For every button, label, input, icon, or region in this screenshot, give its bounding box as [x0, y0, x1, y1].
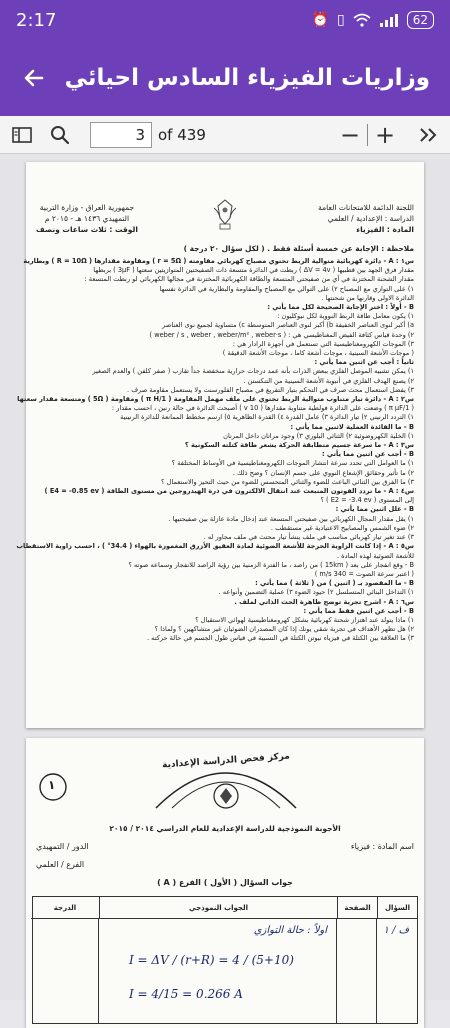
question-heading: B - أولاً : اختر الإجابة الصحيحة لكل مما يأتي : — [267, 303, 414, 312]
question-line: ١) يكون معامل طاقة الربط النووية لكل نيوكليون : — [277, 312, 414, 321]
pdf-page — [26, 738, 424, 1028]
header-right — [318, 202, 414, 235]
question-line: ٣) ما العلاقة بين الكتلة في فيزياء نيوتن الكتلة في النسبية في قياس طول الجسم في حالة حركته . — [146, 634, 414, 643]
handwritten-note: اولاً : حالة التوازي — [253, 925, 327, 936]
question-line: ٢) يصنع الهدف الفلزي في أنبوبة الأشعة السينية من التنكستن . — [243, 376, 414, 385]
answer-table — [32, 896, 418, 1024]
question-heading: B - ما المقصود بـ ( اثنين ) من ( ثلاثة ) مما يأتي : — [255, 579, 414, 588]
question-line: ١) ماذا يتولد عند اهتزاز شحنة كهربائية بشكل كهرومغناطيسية لهوائي الاستقبال ؟ — [195, 615, 414, 624]
header-line: جمهورية العراق - وزارة التربية — [39, 203, 135, 212]
question-line: ( موجات الأشعة السينية ، موجات أشعة كاما ، موجات الأشعة الدقيقة ) — [222, 349, 414, 358]
double-chevron-right-icon — [418, 127, 438, 143]
question-line: ١) الخلية الكهروضوئية ٢) الثنائي البلوري ٣) وجود مراتان داخل المرنان — [223, 431, 414, 440]
wifi-icon — [353, 13, 371, 27]
header-left — [36, 202, 138, 235]
question-line: ٣) عند تغير تيار كهربائي مناسب في ملف ينشأ تيار محتث في ملف مجاور له . — [203, 533, 414, 542]
question-line: ١) يمكن تشبيه الموصل الفلزي ببعض الذرات بأنه عمد درجات حرارية منخفضة جداً تقارب ( صفر كلفن ) والعدم الصغير — [92, 367, 414, 376]
subject-name: اسم المادة : فيزياء — [350, 842, 414, 851]
table-divider — [98, 919, 99, 1023]
col-page: الصفحة — [337, 897, 377, 919]
header-line: الوقت : ثلاث ساعات ونصف — [36, 225, 138, 234]
arrow-left-icon — [22, 66, 46, 90]
handwritten-question: ف / ١ — [383, 925, 409, 936]
zoom-in-button[interactable]: + — [374, 120, 396, 149]
question-heading: س٥ : A - إذا كانت الزاوية الحرجة للأشعة الضوئية لمادة العقيق الأزرق المغمورة بالهواء ( 34.4° ) ، احسب زاوية الاستقطاب — [16, 542, 414, 551]
col-grade: الدرجة — [31, 897, 99, 919]
zoom-divider — [367, 124, 368, 146]
battery-indicator: 62 — [407, 11, 434, 29]
question-line: ٣) ما الفرق بين الثنائي الباعث للضوء والثنائي المتحسس للضوء من حيث التحيز والاستعمال ؟ — [161, 477, 414, 486]
answer-sheet-row — [36, 860, 414, 869]
alarm-icon: ⏰ — [311, 12, 329, 28]
question-line: ٣) يفضل استعمال محث صرف في التحكم بتيار التفريغ في مصباح الفلورسنت ولا يستعمل مقاومة صرف . — [127, 385, 414, 394]
question-line: إلى المستوى ( E2 = -3.4 ev ) ؟ — [320, 496, 414, 505]
search-icon — [50, 125, 70, 145]
question-heading: B - علل اثنين مما يأتي : — [335, 505, 414, 514]
question-line: a) أكبر لنوى العناصر الخفيفة b) أكبر لنوى العناصر المتوسطة c) متساوية لجميع نوى العناصر — [162, 321, 414, 330]
question-line: للأشعة الضوئية لهذه المادة . — [336, 551, 414, 560]
question-line: ٢) ما تأثير وحقائق الإشعاع النووي على جسم الإنسان ؟ وضح ذلك . — [232, 468, 414, 477]
book-icon — [12, 126, 32, 144]
question-line: ١) ما العوامل التي تحدد سرعة انتشار الموجات الكهرومغناطيسية في الأوساط المختلفة ؟ — [171, 459, 414, 468]
status-bar — [0, 0, 450, 40]
question-line: ١) التداخل البنائي المتسلسل ٢) حيود الضوء ٣) عملية التضمين وأنواعه . — [218, 588, 414, 597]
header-line: المادة : الفيزياء — [356, 225, 414, 234]
handwritten-equation: I = ΔV / (r+R) = 4 / (5+10) — [129, 953, 294, 967]
question-heading: س٣ : A - ما سرعة جسيم متطابقة الحركة يشعر طاقة كتلته السكونية ؟ — [184, 441, 414, 450]
table-divider — [336, 919, 337, 1023]
question-heading: س١ : A - دائرة كهربائية متوالية الربط تحتوي مصباح كهربائي مقاومته ( r = 5Ω ) ومقاومة مقدارها ( R = 10Ω ) وبطارية — [23, 257, 414, 265]
status-time: 2:17 — [16, 9, 57, 31]
page-total: of 439 — [158, 125, 206, 144]
back-button[interactable] — [16, 60, 52, 96]
header-line: اللجنة الدائمة للامتحانات العامة — [318, 203, 414, 212]
question-line: ٢) ضوء الشمس والمصابيح الاعتيادية غير مستقطب . — [270, 523, 414, 532]
vibrate-icon: ▯ — [337, 12, 345, 28]
question-line: ٢) هل تظهر الأهداف في تجربة شقي يونك إذا كان المصدران الضوئيان غير متشاكهين ؟ ولماذا ؟ — [154, 625, 414, 634]
question-line: مقدار فرق الجهد بين قطبيها ( ΔV = 4v ) ربطت في الدائرة متسعة ذات الصفيحتين المتوازيتين سعتها ( 3µF ) بربطها — [93, 266, 414, 275]
page-number-input[interactable]: 3 — [90, 122, 152, 148]
header-line: التمهيدي ١٤٣٦ هـ - ٢٠١٥ م — [44, 214, 130, 223]
question-line: الدائرة الاولى وقارنها من شحنتها . — [321, 293, 414, 302]
table-divider — [376, 919, 377, 1023]
status-icons — [312, 11, 434, 29]
question-line: B - وقع انفجار على بعد ( 15km ) من راصد ، ما الفترة الزمنية بين رؤية الراصد للانفجار وسماعه صوته ؟ — [128, 560, 414, 569]
search-button[interactable] — [46, 121, 74, 149]
page-number-label: ١ — [48, 778, 56, 792]
question-heading: س٤ : A - ما تردد الفوتون المنبعث عند انتقال الالكترون في ذرة الهيدروجين من مستوى الطاقة ( E4 = -0.85 ev ) — [44, 487, 414, 496]
sidebar-toggle-button[interactable] — [8, 121, 36, 149]
col-answer: الجواب النموذجي — [99, 897, 337, 919]
branch-name: الفرع / العلمي — [36, 860, 85, 869]
question-line: ( اعتبر سرعة الصوت = 340 m/s ) — [314, 569, 414, 578]
answer-header: جواب السؤال ( الأول ) الفرع ( A ) — [157, 878, 293, 887]
exam-round: الدور / التمهيدي — [36, 842, 89, 851]
question-line: ( 1/π µF ) وضعت على الدائرة فولطية متناوبة مقدارها ( 10 v ) أصبحت الدائرة في حالة رنين ، احسب مقدار : — [111, 404, 414, 413]
zoom-out-button[interactable]: − — [339, 120, 361, 149]
col-question: السؤال — [377, 897, 417, 919]
app-bar — [0, 40, 450, 116]
header-line: الدراسة : الإعدادية / العلمي — [327, 214, 414, 223]
question-line: ٣) الموجات الكهرومغناطيسية التي تستعمل في أجهزة الرادار هي : — [232, 339, 414, 348]
next-page-button[interactable] — [414, 121, 442, 149]
question-heading: B - ما الفائدة العملية لاثنين مما يأتي : — [290, 422, 414, 431]
pdf-toolbar — [0, 116, 450, 154]
iraq-emblem-icon — [210, 198, 240, 232]
logo-text: مركز فحص الدراسة الإعدادية — [161, 751, 291, 771]
handwritten-equation: I = 4/15 = 0.266 A — [129, 987, 243, 1001]
question-text — [16, 257, 414, 644]
answer-sheet-title: الأجوبة النموذجية للدراسة الإعدادية للعام الدراسي ٢٠١٤ / ٢٠١٥ — [109, 824, 341, 833]
question-heading: ثانياً : أجب عن اثنين مما يأتي : — [314, 358, 414, 367]
page-title: وزاريات الفيزياء السادس احيائي — [64, 65, 430, 91]
question-line: ١) يقل مقدار المجال الكهربائي بين صفيحتي المتسعة عند إدخال مادة عازلة بين صفيحتيها . — [168, 514, 414, 523]
question-heading: B - أجب عن اثنين مما يأتي : — [321, 450, 414, 459]
question-line: ١) التردد الرنيني ٢) تيار الدائرة ٣) عامل القدرة ٤) القدرة الظاهرية ٥) ارسم مخطط الممانعة للدائرة الرنينية — [120, 413, 414, 422]
question-line: مقدار الشحنة المختزنة في أي من صفيحتي المتسعة والطاقة الكهربائية المختزنة في مجالها الكهربائي لو ربطت المتسعة : — [84, 275, 414, 284]
question-heading: س٦ : A - اشرح تجربة توضح ظاهرة الحث الذاتي لملف . — [234, 597, 414, 606]
question-line: ٢) وحدة قياس كثافة الفيض المغناطيسي هي : ( weber / s , weber , weber/m² , weber·s ) — [149, 330, 414, 339]
pdf-page — [16, 162, 424, 728]
question-heading: س٢ : A - دائرة تيار متناوب متوالية الربط تحتوي على ملف مهمل المقاومة ( 1/π H ) ومقاومة ( 5Ω ) ومتسعة مقدار سعتها — [17, 395, 414, 404]
exam-note: ملاحظة : الإجابة عن خمسة أسئلة فقط . ( لكل سؤال ٢٠ درجة ) — [183, 244, 414, 253]
document-viewer[interactable] — [0, 154, 450, 1000]
question-line: ١) على التوازي مع المصباح ٢) على التوالي مع المصباح والمقاومة والبطارية في الدائرة نفسها — [159, 284, 414, 293]
answer-sheet-row — [36, 842, 414, 851]
signal-icon — [379, 13, 399, 27]
question-heading: B - أجب عن اثنين فقط مما يأتي : — [303, 606, 414, 615]
